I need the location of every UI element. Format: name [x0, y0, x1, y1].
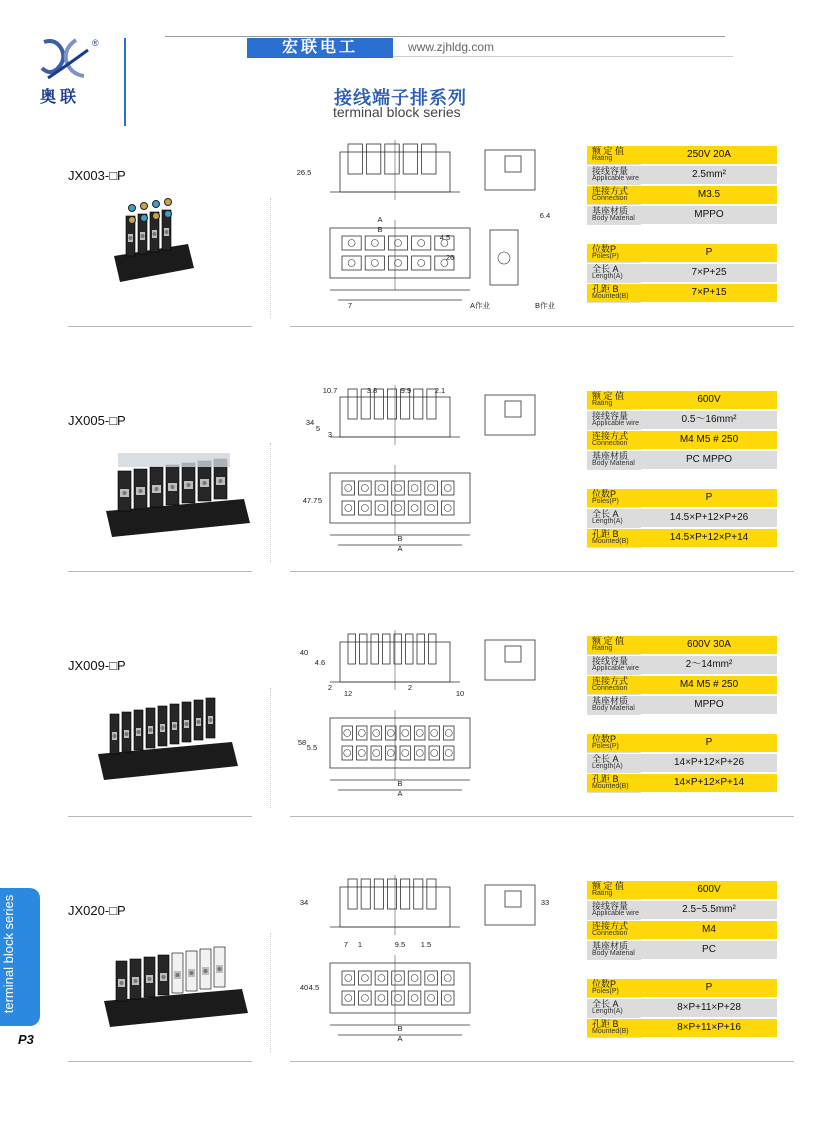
dimension-label: 40 [299, 648, 309, 657]
dimension-label: A [377, 215, 383, 224]
spec-row [587, 979, 777, 997]
dimension-label: B [397, 779, 403, 788]
spec-label [587, 489, 641, 508]
dimension-label: 34 [299, 898, 309, 907]
section-rule-right [290, 326, 794, 327]
dimension-label: 3.8 [366, 386, 378, 395]
spec-label-en: Poles(P) [592, 988, 619, 995]
spec-label-cn: 孔距 B [592, 774, 619, 784]
brand-banner: 宏联电工 [247, 38, 393, 58]
spec-value: 7×P+15 [641, 284, 777, 302]
spec-row [587, 391, 777, 409]
spec-value: P [641, 734, 777, 752]
spec-value: 2～14mm² [641, 656, 777, 674]
spec-table [587, 881, 777, 1039]
spec-row [587, 206, 777, 224]
spec-label-cn: 全长 A [592, 754, 619, 764]
page-title-en: terminal block series [333, 104, 461, 120]
spec-label-en: Poles(P) [592, 253, 619, 260]
product-photo [96, 688, 256, 793]
header-divider [124, 38, 126, 126]
spec-label-en: Applicable wire [592, 910, 640, 917]
spec-label [587, 696, 641, 715]
dimension-label: 5 [315, 424, 321, 433]
spec-label-en: Body Material [592, 460, 635, 467]
spec-label-cn: 孔距 B [592, 529, 619, 539]
spec-label-cn: 连接方式 [592, 676, 629, 686]
spec-table [587, 391, 777, 549]
spec-label [587, 284, 641, 303]
section-rule-right [290, 571, 794, 572]
spec-value: 600V 30A [641, 636, 777, 654]
spec-label-en: Connection [592, 440, 628, 447]
spec-row [587, 901, 777, 919]
dimension-label: 4.5 [308, 983, 320, 992]
spec-row [587, 999, 777, 1017]
dimension-label: 26.5 [296, 168, 312, 177]
spec-label [587, 264, 641, 283]
spec-label-cn: 全长 A [592, 999, 619, 1009]
spec-label-cn: 额 定 值 [592, 391, 625, 401]
spec-label [587, 391, 641, 410]
dimension-label: A [397, 1034, 403, 1043]
model-number: JX020-□P [68, 903, 126, 918]
dimension-label: 7 [343, 940, 349, 949]
spec-row [587, 146, 777, 164]
spec-row [587, 636, 777, 654]
spec-label [587, 146, 641, 165]
dimension-label: 10 [455, 689, 465, 698]
model-number: JX003-□P [68, 168, 126, 183]
spec-value: 7×P+25 [641, 264, 777, 282]
spec-label-cn: 孔距 B [592, 284, 619, 294]
dimension-label: 47.7 [302, 496, 318, 505]
spec-label-cn: 基座材质 [592, 451, 629, 461]
spec-label-en: Body Material [592, 950, 635, 957]
spec-value: 14×P+12×P+14 [641, 774, 777, 792]
spec-value: 0.5～16mm² [641, 411, 777, 429]
spec-label-en: Applicable wire [592, 420, 640, 427]
spec-row [587, 411, 777, 429]
spec-row [587, 656, 777, 674]
spec-value: MPPO [641, 206, 777, 224]
brand-rule [393, 56, 733, 57]
spec-label-en: Applicable wire [592, 665, 640, 672]
spec-value: 8×P+11×P+16 [641, 1019, 777, 1037]
technical-drawing [290, 140, 560, 315]
spec-label [587, 529, 641, 548]
dimension-label: 1.5 [420, 940, 432, 949]
dimension-label: A [397, 789, 403, 798]
page-title-cn: 接线端子排系列 [334, 88, 467, 108]
dimension-label: 7 [347, 301, 353, 310]
spec-label [587, 921, 641, 940]
spec-table [587, 146, 777, 304]
spec-label-en: Rating [592, 890, 613, 897]
spec-row [587, 186, 777, 204]
column-divider [270, 933, 272, 1053]
spec-row [587, 676, 777, 694]
spec-label-cn: 位数P [592, 979, 617, 989]
technical-drawing [290, 875, 560, 1050]
spec-label-cn: 额 定 值 [592, 636, 625, 646]
dimension-label: 2 [327, 683, 333, 692]
spec-label-cn: 额 定 值 [592, 881, 625, 891]
spec-label-en: Mounted(B) [592, 538, 629, 545]
dimension-label: 9.5 [394, 940, 406, 949]
spec-label-cn: 孔距 B [592, 1019, 619, 1029]
spec-label [587, 754, 641, 773]
spec-value: 14.5×P+12×P+26 [641, 509, 777, 527]
dimension-label: 58 [297, 738, 307, 747]
spec-row [587, 774, 777, 792]
spec-row [587, 509, 777, 527]
dimension-label: A作业 [469, 301, 491, 310]
spec-row [587, 754, 777, 772]
product-photo [96, 933, 256, 1038]
spec-label-en: Mounted(B) [592, 1028, 629, 1035]
dimension-label: 6.4 [539, 211, 551, 220]
spec-row [587, 431, 777, 449]
spec-label-en: Connection [592, 195, 628, 202]
dimension-label: B [377, 225, 383, 234]
dimension-label: 34 [305, 418, 315, 427]
spec-value: 600V [641, 881, 777, 899]
spec-label [587, 411, 641, 430]
spec-label-cn: 接线容量 [592, 411, 629, 421]
product-section [0, 140, 835, 380]
page-number: P3 [18, 1032, 34, 1047]
spec-row [587, 264, 777, 282]
dimension-label: 4.5 [439, 233, 451, 242]
dimension-label: B [397, 1024, 403, 1033]
spec-label-en: Connection [592, 685, 628, 692]
spec-label-en: Length(A) [592, 518, 623, 525]
spec-label [587, 244, 641, 263]
dimension-label: B [397, 534, 403, 543]
spec-value: 14×P+12×P+26 [641, 754, 777, 772]
registered-mark: ® [92, 38, 99, 48]
spec-value: 250V 20A [641, 146, 777, 164]
spec-row [587, 734, 777, 752]
technical-drawing [290, 385, 560, 560]
spec-value: 14.5×P+12×P+14 [641, 529, 777, 547]
product-photo [96, 443, 256, 548]
spec-label [587, 676, 641, 695]
column-divider [270, 688, 272, 808]
spec-label [587, 999, 641, 1018]
spec-label [587, 774, 641, 793]
spec-value: P [641, 979, 777, 997]
section-rule-left [68, 816, 252, 817]
spec-value: 2.5~5.5mm² [641, 901, 777, 919]
spec-label-cn: 额 定 值 [592, 146, 625, 156]
spec-label [587, 431, 641, 450]
spec-label-en: Body Material [592, 705, 635, 712]
spec-label-cn: 位数P [592, 244, 617, 254]
logo-text: 奥联 [40, 87, 81, 106]
spec-label-cn: 接线容量 [592, 656, 629, 666]
spec-label [587, 979, 641, 998]
spec-row [587, 881, 777, 899]
section-rule-right [290, 816, 794, 817]
spec-label-cn: 接线容量 [592, 166, 629, 176]
spec-label-en: Connection [592, 930, 628, 937]
spec-label-cn: 全长 A [592, 509, 619, 519]
spec-gap [587, 716, 777, 734]
column-divider [270, 198, 272, 318]
spec-row [587, 244, 777, 262]
spec-row [587, 529, 777, 547]
spec-label-cn: 连接方式 [592, 431, 629, 441]
dimension-label: 4.6 [314, 658, 326, 667]
product-section [0, 875, 835, 1115]
spec-value: PC MPPO [641, 451, 777, 469]
dimension-label: 1 [357, 940, 363, 949]
product-photo [96, 198, 256, 303]
spec-label-en: Rating [592, 400, 613, 407]
spec-row [587, 489, 777, 507]
spec-label-en: Mounted(B) [592, 783, 629, 790]
dimension-label: 10.7 [322, 386, 338, 395]
product-section [0, 385, 835, 625]
spec-value: M4 [641, 921, 777, 939]
spec-label-en: Poles(P) [592, 743, 619, 750]
spec-label [587, 734, 641, 753]
spec-row [587, 451, 777, 469]
spec-label-cn: 全长 A [592, 264, 619, 274]
spec-value: P [641, 244, 777, 262]
spec-value: M4 M5 # 250 [641, 431, 777, 449]
spec-label-cn: 位数P [592, 734, 617, 744]
spec-label [587, 1019, 641, 1038]
spec-label [587, 901, 641, 920]
spec-row [587, 166, 777, 184]
column-divider [270, 443, 272, 563]
spec-row [587, 1019, 777, 1037]
spec-label-cn: 连接方式 [592, 921, 629, 931]
spec-label [587, 881, 641, 900]
dimension-label: 5 [317, 496, 323, 505]
spec-gap [587, 471, 777, 489]
spec-gap [587, 226, 777, 244]
spec-label-en: Rating [592, 155, 613, 162]
product-section [0, 630, 835, 870]
spec-label-cn: 位数P [592, 489, 617, 499]
technical-drawing [290, 630, 560, 805]
spec-label-cn: 基座材质 [592, 206, 629, 216]
spec-value: M4 M5 # 250 [641, 676, 777, 694]
spec-row [587, 284, 777, 302]
dimension-label: 12 [343, 689, 353, 698]
dimension-label: 40 [299, 983, 309, 992]
spec-label-en: Length(A) [592, 763, 623, 770]
spec-value: M3.5 [641, 186, 777, 204]
section-rule-left [68, 326, 252, 327]
spec-label-en: Rating [592, 645, 613, 652]
side-tab-label: terminal block series [1, 894, 16, 1014]
dimension-label: 2.1 [434, 386, 446, 395]
dimension-label: 9.9 [400, 386, 412, 395]
spec-value: 8×P+11×P+28 [641, 999, 777, 1017]
website-url[interactable]: www.zjhldg.com [408, 40, 495, 54]
dimension-label: B作业 [534, 301, 556, 310]
spec-label [587, 451, 641, 470]
model-number: JX009-□P [68, 658, 126, 673]
spec-value: 2.5mm² [641, 166, 777, 184]
section-rule-left [68, 1061, 252, 1062]
spec-label-en: Body Material [592, 215, 635, 222]
spec-label-en: Length(A) [592, 1008, 623, 1015]
top-rule [165, 36, 725, 37]
dimension-label: 33 [540, 898, 550, 907]
spec-label [587, 166, 641, 185]
spec-row [587, 921, 777, 939]
spec-label-cn: 接线容量 [592, 901, 629, 911]
spec-value: 600V [641, 391, 777, 409]
dimension-label: 5.5 [306, 743, 318, 752]
spec-table [587, 636, 777, 794]
spec-gap [587, 961, 777, 979]
spec-label-en: Applicable wire [592, 175, 640, 182]
spec-value: PC [641, 941, 777, 959]
model-number: JX005-□P [68, 413, 126, 428]
spec-value: P [641, 489, 777, 507]
dimension-label: A [397, 544, 403, 553]
spec-label-cn: 基座材质 [592, 941, 629, 951]
section-rule-left [68, 571, 252, 572]
section-rule-right [290, 1061, 794, 1062]
spec-label [587, 186, 641, 205]
dimension-label: 3 [327, 430, 333, 439]
spec-label [587, 656, 641, 675]
dimension-label: 26 [445, 253, 455, 262]
spec-label [587, 636, 641, 655]
spec-label-cn: 基座材质 [592, 696, 629, 706]
spec-label-cn: 连接方式 [592, 186, 629, 196]
spec-value: MPPO [641, 696, 777, 714]
spec-label [587, 206, 641, 225]
spec-label-en: Length(A) [592, 273, 623, 280]
spec-row [587, 941, 777, 959]
spec-label-en: Poles(P) [592, 498, 619, 505]
spec-label [587, 941, 641, 960]
spec-label [587, 509, 641, 528]
dimension-label: 2 [407, 683, 413, 692]
spec-label-en: Mounted(B) [592, 293, 629, 300]
spec-row [587, 696, 777, 714]
